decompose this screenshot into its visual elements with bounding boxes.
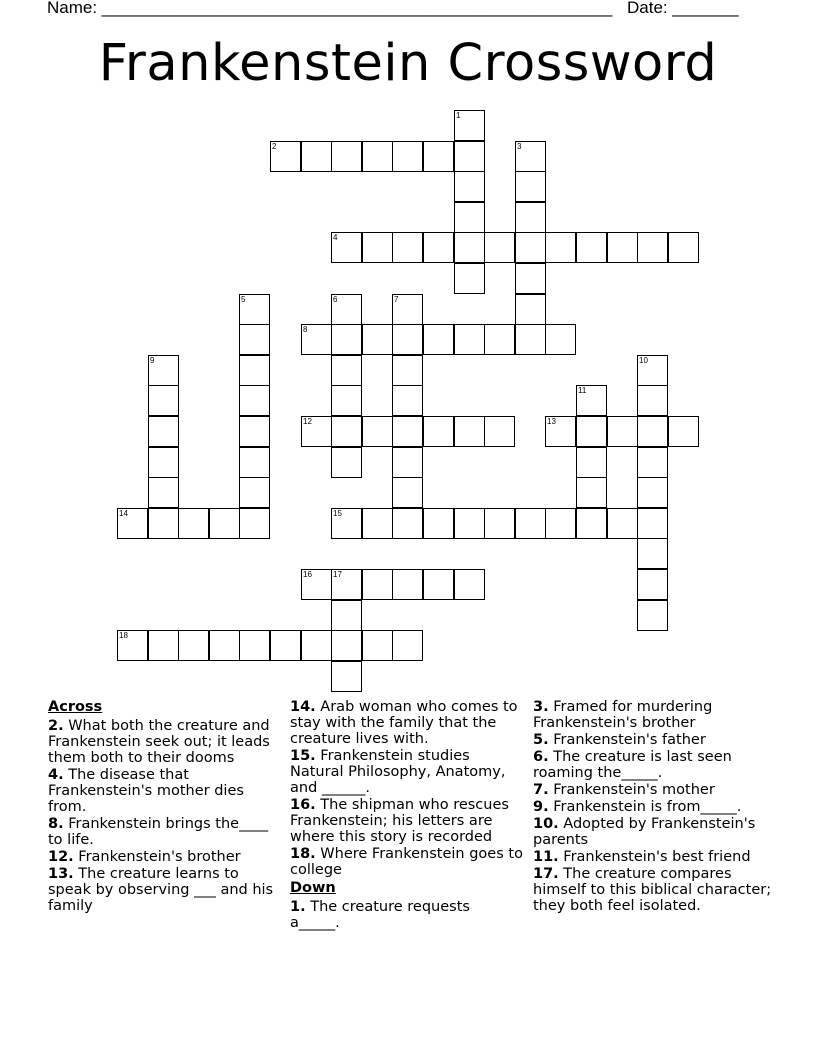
grid-cell[interactable]: [362, 416, 393, 447]
grid-cell[interactable]: [637, 416, 668, 447]
grid-cell[interactable]: [484, 324, 515, 355]
cell-number: 2: [272, 142, 277, 151]
grid-cell[interactable]: [423, 416, 454, 447]
grid-cell[interactable]: [515, 171, 546, 202]
clues-column-2: [290, 699, 524, 932]
grid-cell[interactable]: [392, 232, 423, 263]
grid-cell[interactable]: [301, 630, 332, 661]
grid-cell[interactable]: [576, 385, 607, 416]
grid-cell[interactable]: [270, 630, 301, 661]
grid-cell[interactable]: [392, 324, 423, 355]
grid-cell[interactable]: [362, 569, 393, 600]
grid-cell[interactable]: [392, 141, 423, 172]
grid-cell[interactable]: [454, 202, 485, 233]
down-clue-9: 9. Frankenstein is from_____.: [533, 799, 742, 815]
grid-cell[interactable]: [392, 447, 423, 478]
grid-cell[interactable]: [331, 661, 362, 692]
down-clue-17: 17. The creature compares himself to this biblical character; they both feel isolated.: [533, 866, 772, 914]
grid-cell[interactable]: [515, 232, 546, 263]
grid-cell[interactable]: [637, 600, 668, 631]
down-clue-3: 3. Framed for murdering Frankenstein's brother: [533, 699, 713, 731]
grid-cell[interactable]: [148, 630, 179, 661]
grid-cell[interactable]: [301, 324, 332, 355]
grid-cell[interactable]: [454, 416, 485, 447]
grid-cell[interactable]: [331, 447, 362, 478]
grid-cell[interactable]: [239, 355, 270, 386]
down-clue-1: 1. The creature requests a_____.: [290, 899, 470, 931]
across-clue-4: 4. The disease that Frankenstein's mother dies from.: [48, 767, 244, 815]
grid-cell[interactable]: [637, 569, 668, 600]
date-field-label[interactable]: Date: _______: [627, 0, 739, 17]
grid-cell[interactable]: [331, 355, 362, 386]
grid-cell[interactable]: [239, 447, 270, 478]
grid-cell[interactable]: [423, 141, 454, 172]
grid-cell[interactable]: [148, 416, 179, 447]
grid-cell[interactable]: [331, 324, 362, 355]
grid-cell[interactable]: [454, 232, 485, 263]
grid-cell[interactable]: [637, 385, 668, 416]
clues-column-1: [48, 699, 284, 915]
grid-cell[interactable]: [239, 508, 270, 539]
across-clue-14: 14. Arab woman who comes to stay with the family that the creature lives with.: [290, 699, 518, 747]
cell-number: 13: [547, 417, 556, 426]
grid-cell[interactable]: [607, 416, 638, 447]
grid-cell[interactable]: [515, 324, 546, 355]
cell-number: 16: [303, 570, 312, 579]
grid-cell[interactable]: [392, 477, 423, 508]
grid-cell[interactable]: [117, 508, 148, 539]
grid-cell[interactable]: [239, 385, 270, 416]
grid-cell[interactable]: [637, 538, 668, 569]
across-heading: Across: [48, 699, 103, 715]
across-clue-13: 13. The creature learns to speak by observing ___ and his family: [48, 866, 274, 914]
grid-cell[interactable]: [117, 630, 148, 661]
cell-number: 6: [333, 295, 338, 304]
cell-number: 10: [639, 356, 648, 365]
grid-cell[interactable]: [545, 324, 576, 355]
grid-cell[interactable]: [239, 324, 270, 355]
grid-cell[interactable]: [209, 508, 240, 539]
grid-cell[interactable]: [423, 232, 454, 263]
grid-cell[interactable]: [454, 569, 485, 600]
clues-column-3: [533, 699, 773, 915]
grid-cell[interactable]: [576, 416, 607, 447]
grid-cell[interactable]: [668, 232, 699, 263]
across-clue-18: 18. Where Frankenstein goes to college: [290, 846, 523, 878]
cell-number: 11: [578, 386, 587, 395]
grid-cell[interactable]: [301, 141, 332, 172]
grid-cell[interactable]: [362, 232, 393, 263]
cell-number: 3: [517, 142, 522, 151]
grid-cell[interactable]: [178, 508, 209, 539]
grid-cell[interactable]: [331, 416, 362, 447]
grid-cell[interactable]: [331, 600, 362, 631]
grid-cell[interactable]: [454, 508, 485, 539]
grid-cell[interactable]: [576, 477, 607, 508]
cell-number: 17: [333, 570, 342, 579]
grid-cell[interactable]: [515, 294, 546, 325]
across-clue-2: 2. What both the creature and Frankenstein seek out; it leads them both to their dooms: [48, 718, 270, 766]
down-clue-11: 11. Frankenstein's best friend: [533, 849, 751, 865]
grid-cell[interactable]: [392, 508, 423, 539]
grid-cell[interactable]: [178, 630, 209, 661]
grid-cell[interactable]: [607, 232, 638, 263]
grid-cell[interactable]: [454, 324, 485, 355]
grid-cell[interactable]: [362, 141, 393, 172]
grid-cell[interactable]: [484, 508, 515, 539]
grid-cell[interactable]: [454, 110, 485, 141]
down-clue-5: 5. Frankenstein's father: [533, 732, 706, 748]
grid-cell[interactable]: [270, 141, 301, 172]
grid-cell[interactable]: [607, 508, 638, 539]
grid-cell[interactable]: [637, 508, 668, 539]
across-clue-15: 15. Frankenstein studies Natural Philosophy, Anatomy, and ______.: [290, 748, 506, 796]
cell-number: 7: [394, 295, 399, 304]
grid-cell[interactable]: [576, 447, 607, 478]
grid-cell[interactable]: [331, 385, 362, 416]
grid-cell[interactable]: [484, 416, 515, 447]
down-clue-10: 10. Adopted by Frankenstein's parents: [533, 816, 756, 848]
grid-cell[interactable]: [545, 508, 576, 539]
grid-cell[interactable]: [148, 477, 179, 508]
grid-cell[interactable]: [423, 324, 454, 355]
cell-number: 12: [303, 417, 312, 426]
cell-number: 8: [303, 325, 308, 334]
grid-cell[interactable]: [576, 508, 607, 539]
grid-cell[interactable]: [484, 232, 515, 263]
grid-cell[interactable]: [331, 294, 362, 325]
grid-cell[interactable]: [239, 416, 270, 447]
grid-cell[interactable]: [454, 141, 485, 172]
grid-cell[interactable]: [576, 232, 607, 263]
grid-cell[interactable]: [392, 630, 423, 661]
grid-cell[interactable]: [637, 477, 668, 508]
grid-cell[interactable]: [423, 508, 454, 539]
grid-cell[interactable]: [331, 569, 362, 600]
grid-cell[interactable]: [515, 508, 546, 539]
grid-cell[interactable]: [362, 630, 393, 661]
grid-cell[interactable]: [515, 141, 546, 172]
cell-number: 1: [456, 111, 461, 120]
grid-cell[interactable]: [209, 630, 240, 661]
across-clue-12: 12. Frankenstein's brother: [48, 849, 241, 865]
grid-cell[interactable]: [148, 385, 179, 416]
grid-cell[interactable]: [239, 294, 270, 325]
cell-number: 5: [241, 295, 246, 304]
across-clue-16: 16. The shipman who rescues Frankenstein; his letters are where this story is recorded: [290, 797, 509, 845]
cell-number: 9: [150, 356, 155, 365]
grid-cell[interactable]: [392, 385, 423, 416]
grid-cell[interactable]: [545, 416, 576, 447]
down-heading: Down: [290, 880, 336, 896]
grid-cell[interactable]: [392, 294, 423, 325]
grid-cell[interactable]: [301, 569, 332, 600]
cell-number: 14: [119, 509, 128, 518]
grid-cell[interactable]: [637, 355, 668, 386]
grid-cell[interactable]: [392, 416, 423, 447]
grid-cell[interactable]: [423, 569, 454, 600]
grid-cell[interactable]: [454, 171, 485, 202]
cell-number: 4: [333, 233, 338, 242]
page-title: Frankenstein Crossword: [98, 34, 718, 93]
grid-cell[interactable]: [454, 263, 485, 294]
grid-cell[interactable]: [545, 232, 576, 263]
name-field-label[interactable]: Name: ______________________________________________________: [47, 0, 613, 17]
grid-cell[interactable]: [148, 508, 179, 539]
grid-cell[interactable]: [392, 355, 423, 386]
cell-number: 15: [333, 509, 342, 518]
grid-cell[interactable]: [148, 355, 179, 386]
down-clue-7: 7. Frankenstein's mother: [533, 782, 715, 798]
grid-cell[interactable]: [331, 141, 362, 172]
grid-cell[interactable]: [239, 630, 270, 661]
grid-cell[interactable]: [239, 477, 270, 508]
grid-cell[interactable]: [637, 447, 668, 478]
grid-cell[interactable]: [362, 508, 393, 539]
grid-cell[interactable]: [515, 263, 546, 294]
grid-cell[interactable]: [331, 508, 362, 539]
grid-cell[interactable]: [331, 232, 362, 263]
grid-cell[interactable]: [148, 447, 179, 478]
grid-cell[interactable]: [362, 324, 393, 355]
grid-cell[interactable]: [515, 202, 546, 233]
down-clue-6: 6. The creature is last seen roaming the_____.: [533, 749, 732, 781]
cell-number: 18: [119, 631, 128, 640]
across-clue-8: 8. Frankenstein brings the____ to life.: [48, 816, 269, 848]
grid-cell[interactable]: [668, 416, 699, 447]
grid-cell[interactable]: [301, 416, 332, 447]
grid-cell[interactable]: [331, 630, 362, 661]
grid-cell[interactable]: [392, 569, 423, 600]
grid-cell[interactable]: [637, 232, 668, 263]
